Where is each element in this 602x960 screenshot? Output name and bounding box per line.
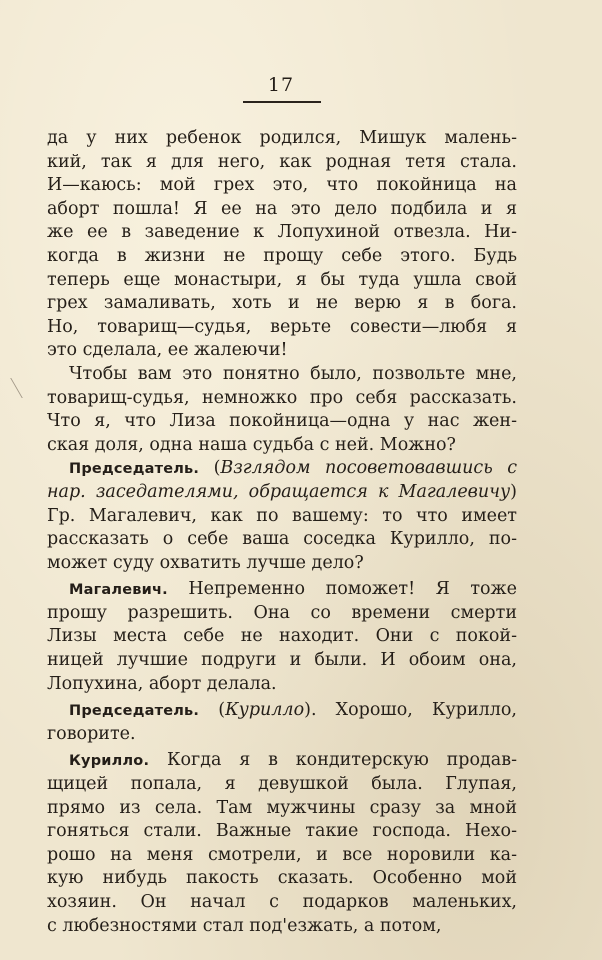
page-number: 17 xyxy=(267,74,295,96)
text-line xyxy=(47,844,517,868)
text-line xyxy=(47,221,517,245)
text-run: рошо на меня смотрели, и все норовили ка- xyxy=(47,844,517,865)
text-run: Когда я в кондитерскую продав- xyxy=(149,750,517,771)
margin-pencil-mark xyxy=(10,378,37,398)
text-line xyxy=(47,292,517,316)
text-line xyxy=(47,245,517,269)
text-line xyxy=(47,363,517,387)
text-line xyxy=(47,151,517,175)
text-run: кую нибудь пакость сказать. Особенно мой xyxy=(47,868,517,889)
text-line xyxy=(47,602,517,626)
stage-direction: Курилло xyxy=(225,700,305,721)
text-run: ская доля, одна наша судьба с ней. Можно? xyxy=(47,434,456,455)
text-run: да у них ребенок родился, Мишук малень- xyxy=(47,128,517,148)
text-line xyxy=(47,481,517,505)
text-line xyxy=(47,699,517,723)
text-line xyxy=(47,820,517,844)
stage-direction: нар. заседателями, обращается к Магалевичу xyxy=(47,481,511,502)
paragraph xyxy=(47,457,517,575)
paragraph xyxy=(47,749,517,938)
text-run: теперь еще монастыри, я бы туда ушла свой xyxy=(47,269,517,290)
text-line xyxy=(47,339,517,363)
text-run: когда в жизни не прощу себе этого. Будь xyxy=(47,245,517,266)
speaker-name: Председатель. xyxy=(69,461,200,478)
text-run: прошу разрешить. Она со времени смерти xyxy=(47,602,517,623)
paragraph xyxy=(47,699,517,746)
paragraph xyxy=(47,363,517,457)
text-run: ) xyxy=(510,481,517,502)
text-line xyxy=(47,387,517,411)
text-line xyxy=(47,174,517,198)
text-run: Непременно поможет! Я тоже xyxy=(167,579,517,600)
text-line xyxy=(47,915,517,939)
text-run: Лопухина, аборт делала. xyxy=(47,673,277,694)
page-body-text xyxy=(47,127,517,938)
text-line xyxy=(47,198,517,222)
text-run: аборт пошла! Я ее на это дело подбила и я xyxy=(47,198,517,219)
text-line xyxy=(47,723,517,747)
text-line xyxy=(47,649,517,673)
text-run: Но, товарищ—судья, верьте совести—любя я xyxy=(47,316,517,337)
text-run: это сделала, ее жалеючи! xyxy=(47,340,288,361)
text-line xyxy=(47,269,517,293)
speaker-name: Магалевич. xyxy=(69,582,168,599)
text-run: щицей попала, я девушкой была. Глупая, xyxy=(47,774,517,795)
text-line xyxy=(47,528,517,552)
header-rule xyxy=(243,101,321,103)
text-run: ( xyxy=(199,458,221,479)
text-run: ( xyxy=(199,700,226,721)
text-line xyxy=(47,578,517,602)
text-run: товарищ-судья, немножко про себя рассказать. xyxy=(47,387,517,408)
text-run: гоняться стали. Важные такие господа. Нехо- xyxy=(47,821,517,842)
text-run: Чтобы вам это понятно было, позвольте мне, xyxy=(69,363,517,384)
text-line xyxy=(47,434,517,458)
paragraph xyxy=(47,578,517,696)
stage-direction: Взглядом посоветовавшись с xyxy=(220,458,517,479)
speaker-name: Председатель. xyxy=(69,703,200,720)
text-run: И—каюсь: мой грех это, что покойница на xyxy=(47,175,517,196)
text-run: рассказать о себе ваша соседка Курилло, по- xyxy=(47,529,517,550)
speaker-name: Курилло. xyxy=(69,753,150,770)
text-line xyxy=(47,625,517,649)
text-line xyxy=(47,552,517,576)
text-run: хозяин. Он начал с подарков маленьких, xyxy=(47,892,517,912)
text-run: кий, так я для него, как родная тетя стала. xyxy=(47,151,517,172)
paragraph xyxy=(47,127,517,363)
text-line xyxy=(47,773,517,797)
text-line xyxy=(47,457,517,481)
text-run: говорите. xyxy=(47,723,136,744)
text-line xyxy=(47,673,517,697)
text-line xyxy=(47,410,517,434)
text-run: с любезностями стал под'езжать, а потом, xyxy=(47,915,442,936)
text-line xyxy=(47,749,517,773)
text-line xyxy=(47,891,517,915)
text-line xyxy=(47,867,517,891)
text-run: грех замаливать, хоть и не верю я в бога. xyxy=(47,293,517,314)
text-line xyxy=(47,797,517,821)
text-run: ). Хорошо, Курилло, xyxy=(304,700,517,721)
text-run: же ее в заведение к Лопухиной отвезла. Ни- xyxy=(47,222,517,243)
text-run: Гр. Магалевич, как по вашему: то что имеет xyxy=(47,505,517,526)
text-run: Лизы места себе не находит. Они с покой- xyxy=(47,626,517,647)
text-run: может суду охватить лучше дело? xyxy=(47,552,364,573)
text-run: прямо из села. Там мужчины сразу за мной xyxy=(47,797,517,818)
text-run: ницей лучшие подруги и были. И обоим она, xyxy=(47,650,517,671)
text-line xyxy=(47,505,517,529)
text-run: Что я, что Лиза покойница—одна у нас жен- xyxy=(47,411,517,432)
text-line xyxy=(47,316,517,340)
text-line xyxy=(47,127,517,151)
